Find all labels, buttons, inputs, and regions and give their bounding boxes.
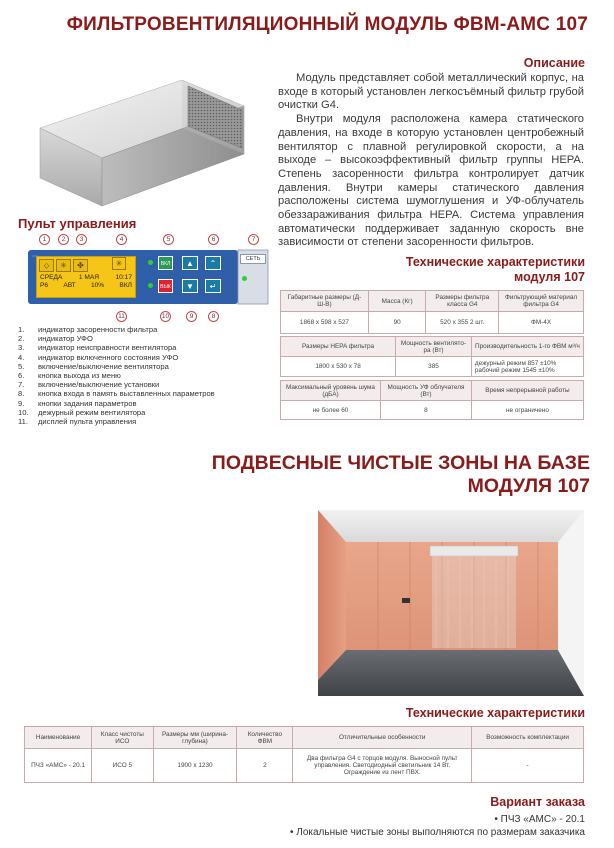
- table-header: Наименование: [25, 727, 92, 749]
- callout-marker: 4: [116, 234, 127, 245]
- table-header: Производительность 1-го ФВМ м³/ч: [471, 337, 583, 357]
- table-cell: не ограничено: [471, 401, 583, 420]
- callout-marker: 9: [186, 311, 197, 322]
- control-legend: [18, 325, 268, 426]
- callout-marker: 2: [58, 234, 69, 245]
- table-header: Количество ФВМ: [237, 727, 293, 749]
- order-heading: Вариант заказа: [490, 795, 585, 809]
- fan-standby-button[interactable]: ВЫК: [158, 279, 173, 293]
- param-down-button[interactable]: ▼: [182, 279, 198, 293]
- legend-item: 3. индикатор неисправности вентилятора: [18, 343, 177, 353]
- table-cell: -: [472, 749, 584, 783]
- list-item: • ПЧЗ «АМС» - 20.1: [494, 814, 585, 825]
- table-header: Возможность комплектации: [472, 727, 584, 749]
- uv-indicator-icon: ✳: [56, 259, 71, 272]
- description-heading: Описание: [523, 56, 585, 70]
- table-header: Габаритные размеры (Д-Ш-В): [281, 291, 369, 312]
- fan-on-button[interactable]: ВКЛ: [158, 256, 173, 270]
- fan-fault-indicator-icon: ✤: [73, 259, 88, 272]
- table-cell: 1800 х 530 х 78: [281, 357, 396, 377]
- specs-table-2: [280, 336, 584, 377]
- filter-indicator-icon: ⬦: [39, 259, 54, 272]
- table-header: Масса (Кг): [368, 291, 426, 312]
- callout-marker: 11: [116, 311, 127, 322]
- description-paragraph: Внутри модуля расположена камера статического давления, на входе в которую установлен центробежный вентилятор с плавной регулировкой скорости, а на выходе – высокоэффективный фильтр группы HEPA. Степень засоренности фильтра контролирует датчик давления. Внутри камеры статического давления расположены система шумоглушения и УФ-облучатель обеззараживания фильтра HEPA. Система управления автоматически поддерживает заданную скорость вне зависимости от степени засоренности фильтров.: [278, 113, 584, 249]
- legend-item: 9. кнопки задания параметров: [18, 398, 137, 408]
- control-panel-heading: Пульт управления: [18, 216, 137, 231]
- table-cell: 1900 х 1230: [153, 749, 237, 783]
- specs-heading: Технические характеристики модуля 107: [405, 255, 585, 284]
- specs-table-zones: [24, 726, 584, 783]
- description-paragraph: Модуль представляет собой металлический корпус, на входе в который установлен легкосъёмный фильтр грубой очистки G4.: [278, 72, 584, 112]
- module-illustration: [32, 40, 252, 210]
- table-header: Время непрерывной работы: [471, 381, 583, 401]
- table-header: Отличительные особенности: [293, 727, 472, 749]
- table-cell: ИСО 5: [92, 749, 153, 783]
- legend-item: 2. индикатор УФО: [18, 334, 93, 344]
- table-header: Размеры фильтра класса G4: [426, 291, 499, 312]
- table-header: Класс чистоты ИСО: [92, 727, 153, 749]
- legend-item: 8. кнопка входа в память выставленных параметров: [18, 389, 215, 399]
- status-led: [148, 283, 153, 288]
- callout-marker: 10: [161, 313, 170, 320]
- table-cell: 8: [380, 401, 471, 420]
- power-led: [242, 276, 247, 281]
- specs-table-1: [280, 290, 584, 334]
- clean-zone-photo: [318, 510, 584, 696]
- param-up-button[interactable]: ▲: [182, 256, 198, 270]
- table-cell: ФМ-4Х: [499, 312, 584, 334]
- specs-table-3: [280, 380, 584, 420]
- table-cell: 520 х 355 2 шт.: [426, 312, 499, 334]
- table-cell: 1868 х 598 х 527: [281, 312, 369, 334]
- list-item: • Локальные чистые зоны выполняются по размерам заказчика: [289, 827, 585, 838]
- table-cell: 90: [368, 312, 426, 334]
- order-list: [200, 813, 585, 839]
- legend-item: 4. индикатор включенного состояния УФО: [18, 352, 179, 362]
- legend-item: 5. включение/выключение вентилятора: [18, 361, 169, 371]
- callout-marker: 7: [248, 234, 259, 245]
- table-header: Размеры HEPA фильтра: [281, 337, 396, 357]
- panel-indicators: ⬦ ✳ ✤ СРЕДА 1 МАЯ 10:17 Р6 АВТ 10% ВКЛ: [36, 256, 136, 298]
- legend-item: 7. включение/выключение установки: [18, 380, 160, 390]
- memory-enter-button[interactable]: ↵: [205, 279, 221, 293]
- table-header: Фильтрующий материал фильтра G4: [499, 291, 584, 312]
- uv-on-indicator-icon: ✳: [112, 257, 126, 270]
- specs2-heading: Технические характеристики: [405, 706, 585, 720]
- callout-marker: 5: [163, 234, 174, 245]
- table-cell: Два фильтра G4 с торцов модуля. Выносной пульт управления. Светодиодный светильник 14 Вт. Ограждение из лент ПВХ.: [293, 749, 472, 783]
- status-led: [148, 260, 153, 265]
- callout-marker: 3: [76, 234, 87, 245]
- table-header: Мощность вентилято-ра (Вт): [396, 337, 472, 357]
- table-header: Максимальный уровень шума (дБА): [281, 381, 381, 401]
- table-header: Мощность УФ облучателя (Вт): [380, 381, 471, 401]
- legend-item: 10. дежурный режим вентилятора: [18, 407, 146, 417]
- legend-item: 6. кнопка выхода из меню: [18, 371, 121, 381]
- legend-item: 1. индикатор засоренности фильтра: [18, 325, 158, 334]
- description-text: [278, 72, 584, 250]
- menu-exit-button[interactable]: ⌃: [205, 256, 221, 270]
- table-header: Размеры мм (ширина-глубина): [153, 727, 237, 749]
- callout-marker: 8: [208, 311, 219, 322]
- legend-item: 11. дисплей пульта управления: [18, 417, 137, 427]
- page-title: ФИЛЬТРОВЕНТИЛЯЦИОННЫЙ МОДУЛЬ ФВМ-АМС 107: [66, 14, 588, 35]
- section-title: ПОДВЕСНЫЕ ЧИСТЫЕ ЗОНЫ НА БАЗЕ МОДУЛЯ 107: [211, 452, 590, 497]
- table-cell: дежурный режим 857 ±10% рабочий режим 1545 ±10%: [471, 357, 583, 377]
- table-cell: 2: [237, 749, 293, 783]
- table-cell: 385: [396, 357, 472, 377]
- panel-display: СРЕДА 1 МАЯ 10:17: [40, 274, 132, 281]
- table-cell: ПЧЗ «АМС» - 20.1: [25, 749, 92, 783]
- callout-marker: 1: [39, 234, 50, 245]
- power-button[interactable]: СЕТЬ: [240, 254, 266, 264]
- callout-marker: 6: [208, 234, 219, 245]
- table-cell: не более 60: [281, 401, 381, 420]
